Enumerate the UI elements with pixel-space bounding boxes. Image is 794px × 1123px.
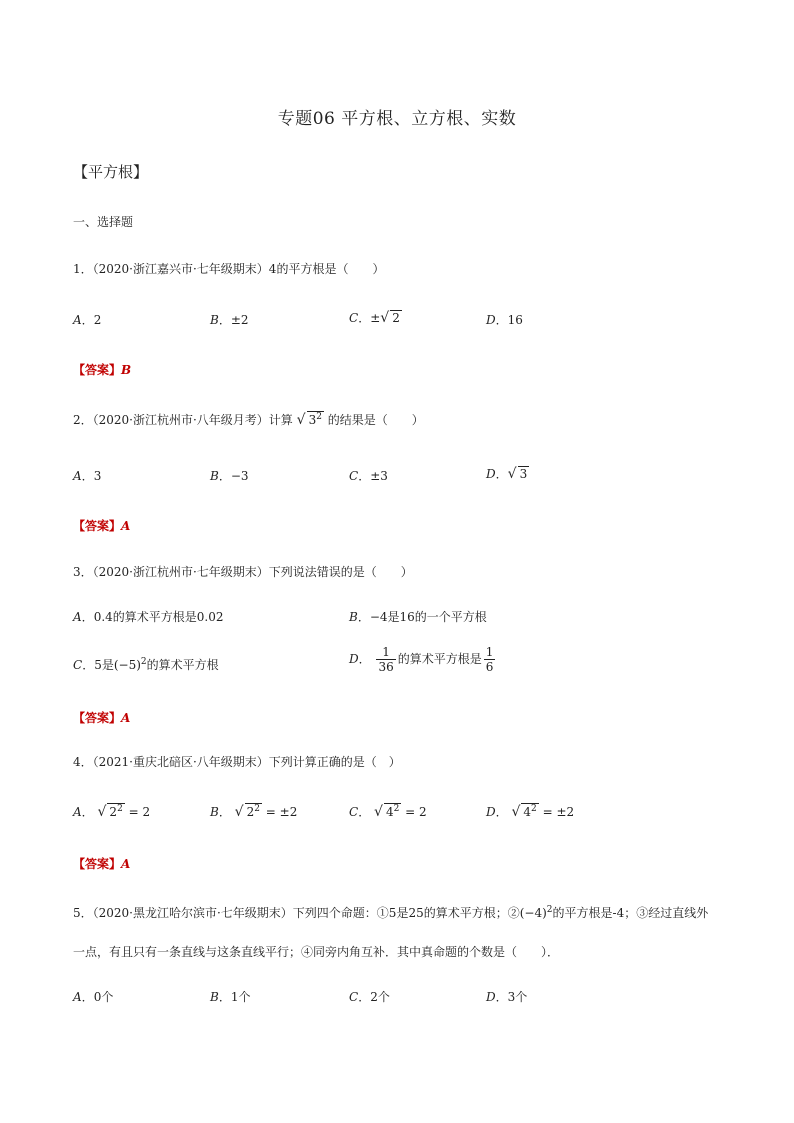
- question-5-stem-line-1: 5．（2020·黑龙江哈尔滨市·七年级期末）下列四个命题：①5是25的算术平方根；$②(-4)^2$的平方根是-4；③经过直线外: [73, 905, 709, 920]
- section-heading: 【平方根】: [73, 163, 149, 181]
- q2-option-d: D．√ 3: [486, 466, 528, 482]
- q4-option-b: B． √ $2^2 = \pm 2$: [210, 804, 298, 820]
- q1-option-a: A．2: [73, 313, 102, 327]
- q1-option-b: B．±2: [210, 313, 249, 327]
- question-5-stem-line-2: 一点，有且只有一条直线与这条直线平行；④同旁内角互补．其中真命题的个数是（ ）．: [73, 945, 560, 959]
- q1-answer: 【答案】B: [73, 363, 132, 377]
- question-2-stem: 2．（2020·浙江杭州市·八年级月考）计算 √ $3^2$ 的结果是（ ）: [73, 412, 424, 428]
- q4-option-c: C． √ $4^2 = 2$: [349, 804, 427, 820]
- q5-option-c: C．2个: [349, 990, 390, 1004]
- question-1-stem: 1．（2020·浙江嘉兴市·七年级期末）4的平方根是（ ）: [73, 262, 385, 276]
- q3-option-c: C．5是$(-5)^2$的算术平方根: [73, 657, 219, 672]
- q3-answer: 【答案】A: [73, 711, 131, 725]
- q2-answer: 【答案】A: [73, 519, 131, 533]
- q2-option-b: B．−3: [210, 469, 249, 483]
- q1-option-c: C．±√ 2: [349, 310, 400, 326]
- q5-option-a: A．0个: [73, 990, 114, 1004]
- q5-option-d: D．3个: [486, 990, 528, 1004]
- q4-option-d: D． √ $4^2 = \pm 2$: [486, 804, 575, 820]
- subsection-heading: 一、选择题: [73, 215, 134, 229]
- q3-option-d: D． $\frac{1}{36}$ 的算术平方根是 $\frac{1}{6}$: [349, 645, 494, 674]
- q4-option-a: A． √ $2^2 = 2$: [73, 804, 151, 820]
- q1-option-d: D．16: [486, 313, 523, 327]
- q2-option-c: C．±3: [349, 469, 388, 483]
- question-3-stem: 3．（2020·浙江杭州市·七年级期末）下列说法错误的是（ ）: [73, 565, 413, 579]
- q5-option-b: B．1个: [210, 990, 251, 1004]
- page-title: 专题06 平方根、立方根、实数: [277, 109, 517, 129]
- q2-option-a: A．3: [73, 469, 102, 483]
- q3-option-a: A．0.4的算术平方根是0.02: [73, 610, 224, 624]
- q4-answer: 【答案】A: [73, 857, 131, 871]
- question-4-stem: 4．（2021·重庆北碚区·八年级期末）下列计算正确的是（ ）: [73, 755, 401, 769]
- q3-option-b: B．−4是16的一个平方根: [349, 610, 487, 624]
